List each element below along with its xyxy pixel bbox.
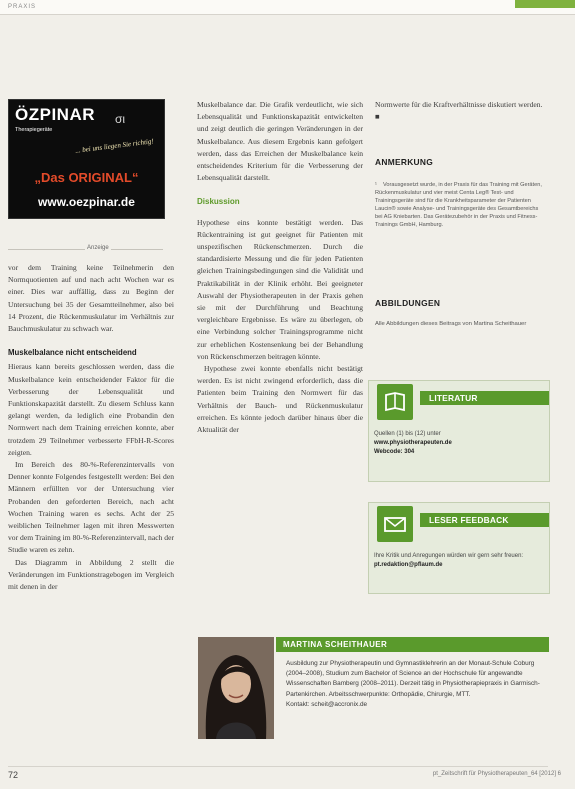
paragraph: Muskelbalance dar. Die Grafik verdeutlicht, wie sich Lebensqualität und Funktionskapazität entwickelten und zeigt deutlich die geringen Veränderungen in der Muskelbalance. Aus diesem Ergebnis kann gefolgert werden, dass das Erreichen der Muskelbalance kein entscheidendes Kriterium für die Verbesserung der Lebensqualität darstellt. [197,100,363,183]
ad-headline: „Das ORIGINAL“ [34,170,139,185]
envelope-icon [377,506,413,542]
author-name: MARTINA SCHEITHAUER [276,637,549,652]
ad-label: Anzeige [87,245,109,251]
feedback-text: Ihre Kritik und Anregungen würden wir gern sehr freuen: pt.redaktion@pflaum.de [374,553,524,568]
ad-subtitle: Therapiegeräte [15,127,53,133]
literatur-link[interactable]: www.physiotherapeuten.de [374,440,452,446]
book-icon [377,384,413,420]
column-3-intro: Normwerte für die Kraftverhältnisse diskutiert werden. ■ [375,100,543,122]
paragraph: Das Diagramm in Abbildung 2 stellt die Veränderungen im Funktionstragebogen im Vergleich mit denen in der [8,557,174,592]
ad-url[interactable]: www.oezpinar.de [38,195,135,209]
footer-divider [8,766,548,767]
ad-slogan: ... bei uns liegen Sie richtig! [74,137,155,155]
literatur-title: LITERATUR [420,391,549,405]
paragraph: Hypothese zwei konnte ebenfalls nicht bestätigt werden. Es ist nicht zwingend erforderlich, dass die Patienten beim Training den Normwert für das Verhältnis der Bauch- und Rückenmuskulatur erreichen. Es könnte jedoch darüber hinaus über die Aktualität der [197,364,363,435]
paragraph: Hypothese eins konnte bestätigt werden. Das Rückentraining ist gut geeignet für Patienten mit unspezifischen Rückenschmerzen. Durch die standardisierte Messung und die für jeden Patienten gleichen Trainingsbedingungen sind die Validität und Praktikabilität in der Klinik erhöht. Bei geeigneter Auswahl der Physiotherapeuten in der Praxis gehen sie mit der Durchführung und Beachtung vergleichbare Ergebnisse. Es wäre zu überlegen, ob eine Verbindung solcher Trainingsprogramme nicht zur erheblichen Kostensenkung bei der Behandlung von Rückenschmerzen beitragen könnte. [197,217,363,361]
accent-strip [515,0,575,8]
abbildungen-heading: ABBILDUNGEN [375,298,441,308]
subheading: Muskelbalance nicht entscheidend [8,348,137,358]
abbildungen-text: Alle Abbildungen dieses Beitrags von Martina Scheithauer [375,321,527,327]
paragraph: vor dem Training keine Teilnehmerin den Normquotienten auf und nach acht Wochen war es einer. Dies war auffällig, dass zu Beginn der Untersuchung bei 35 der Gesamtteilnehmer, also bei 14 Prozent, die Rückenmuskulatur im Verhältnis zur Bauchmuskulatur zu schwach war. [8,263,174,334]
ad-logo-icon: σι [115,112,126,126]
journal-footer: pt_Zeitschrift für Physiotherapeuten_64 [2012] 6 [432,771,561,777]
feedback-box [368,502,550,594]
paragraph: Hieraus kann bereits geschlossen werden, dass die Muskelbalance kein entscheidender Faktor für die Verbesserung der Lebensqualität und Funktionskapazität darstellt. Zu diesem Schluss kann gelangt werden, da lediglich eine Probandin den Normwert nach dem Training erreichen konnte, aber trotzdem 29 Teilnehmer verbesserte FFbH-R-Scores zeigten. [8,362,174,457]
column-2 [197,99,363,436]
literatur-text: Quellen (1) bis (12) unter www.physiotherapeuten.de Webcode: 304 [374,431,452,455]
section-label: PRAXIS [8,4,37,10]
advertisement[interactable] [8,99,165,219]
top-bar [0,0,575,15]
anmerkung-heading: ANMERKUNG [375,157,434,167]
ad-brand: ÖZPINAR [15,105,95,124]
column-1 [8,262,174,593]
page-number: 72 [8,770,19,780]
literatur-webcode: Webcode: 304 [374,449,415,455]
author-bio: Ausbildung zur Physiotherapeutin und Gymnastiklehrerin an der Monaut-Schule Coburg (2004–2008), Studium zum Bachelor of Science an der Hochschule für angewandte Wissenschaften Bamberg (2008–2011). Derzeit tätig in Physiotherapiepraxis in Garmisch-Partenkirchen. Arbeitsschwerpunkte: Orthopädie, Chirurgie, MTT. Kontakt: scheit@accronix.de [286,660,540,708]
feedback-email[interactable]: pt.redaktion@pflaum.de [374,562,443,568]
feedback-title: LESER FEEDBACK [420,513,549,527]
literatur-box [368,380,550,482]
anmerkung-text: ¹ Vorausgesetzt wurde, in der Praxis für das Training mit Geräten, Rückenmuskulatur und vier meist Centa Leg® Test- und Trainingsgeräte sind für die Krankheitsparameter der Patienten Laucin® sowie Analyse- und Trainingsgeräte des Gesamtbereichs bei AG Kniebarten. Das Gerätezubehör in der Praxis und Fitness-Trainings GmbH, Hamburg. [375,182,542,228]
author-contact[interactable]: Kontakt: scheit@accronix.de [286,700,368,708]
section-heading-diskussion: Diskussion [197,197,240,207]
paragraph: Im Bereich des 80-%-Referenzintervalls von Denner konnte Folgendes festgestellt werden: Bei den Männern erfüllten vor der Untersuchung vier Probanden den geforderten Bereich, nach acht Wochen Training waren es sechs. Acht der 25 weiblichen Teilnehmer lagen mit ihren Messwerten vor dem Training im 80-%-Referenzintervall, nach der Studie waren es zehn. [8,460,174,555]
author-portrait [198,637,274,739]
